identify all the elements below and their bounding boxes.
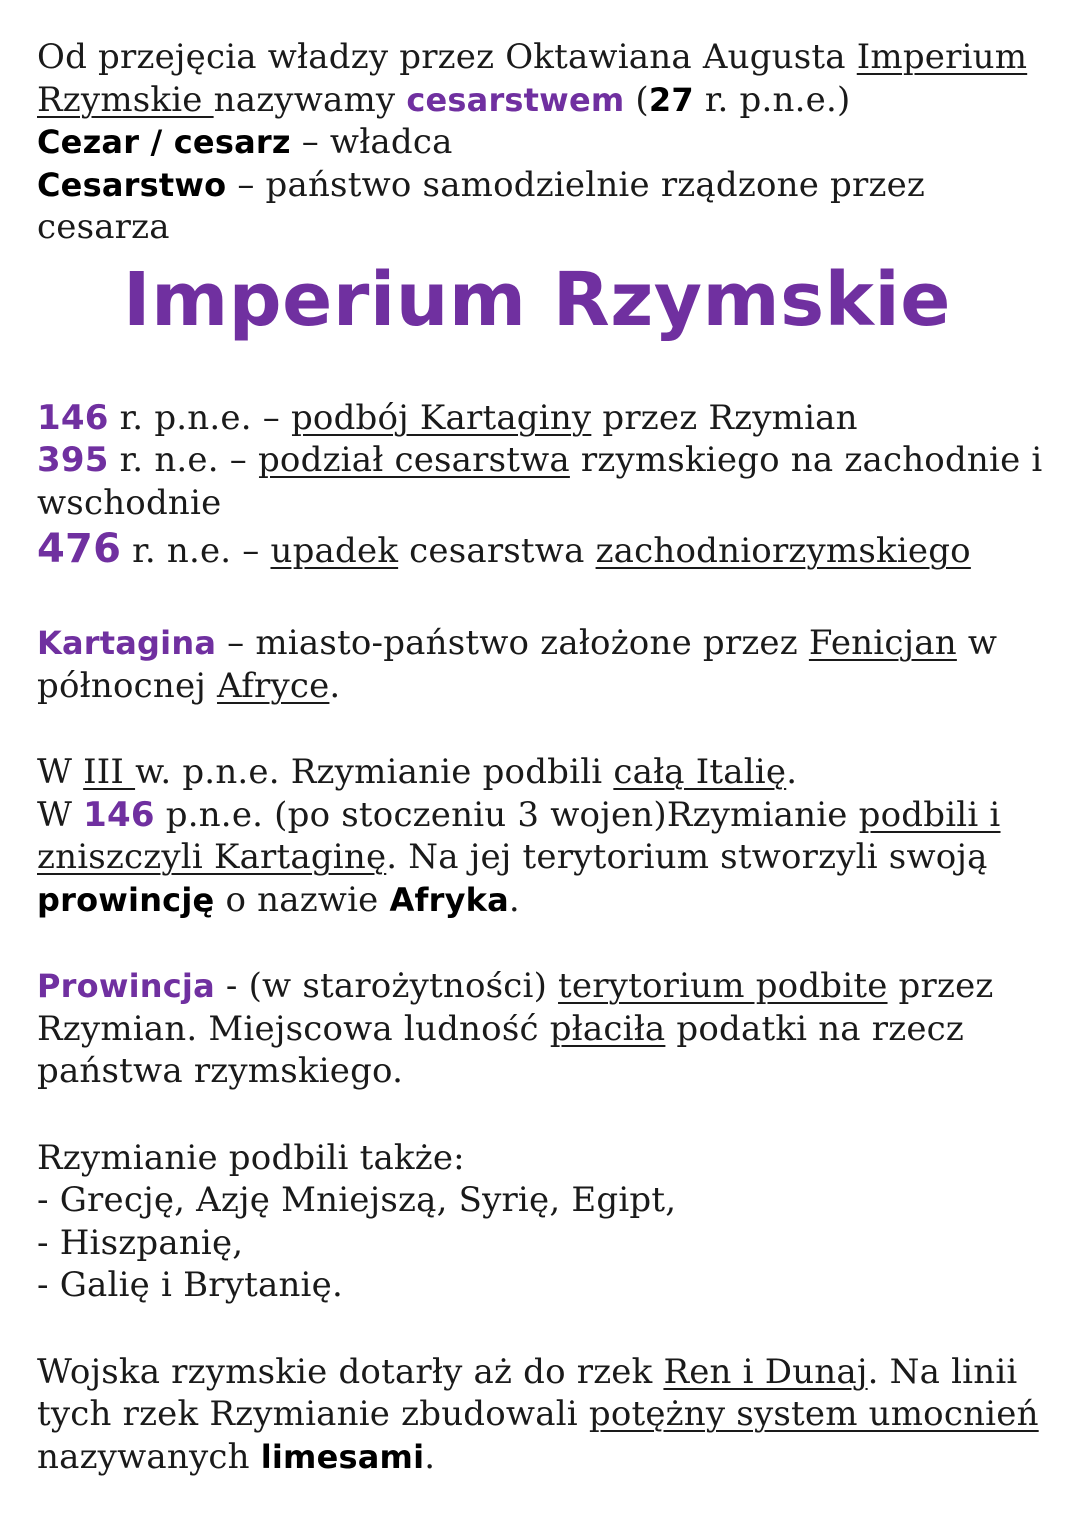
year-27: 27: [648, 80, 694, 119]
note-page: [37, 36, 1057, 1478]
spacer: [37, 921, 1057, 965]
list-item: - Galię i Brytanię.: [37, 1265, 343, 1305]
page-title: Imperium Rzymskie: [123, 256, 951, 343]
prowincje-term: prowincję: [37, 880, 215, 919]
spacer: [37, 1093, 1057, 1137]
timeline-year: 146: [37, 397, 109, 438]
conquest-paragraph-2: W 146 p.n.e. (po stoczeniu 3 wojen)Rzymianie podbili i zniszczyli Kartaginę. Na jej terytorium stworzyli swoją prowincję o nazwie Afryka.: [37, 794, 1001, 920]
afryka-term: Afryka: [389, 880, 509, 919]
limes-paragraph: Wojska rzymskie dotarły aż do rzek Ren i Dunaj. Na linii tych rzek Rzymianie zbudowali potężny system umocnień nazywanych limesami.: [37, 1351, 1039, 1477]
conquest-paragraph: W III w. p.n.e. Rzymianie podbili całą Italię.: [37, 752, 798, 792]
cesarstwo-term: Cesarstwo: [37, 165, 227, 204]
timeline-item: 476 r. n.e. – upadek cesarstwa zachodniorzymskiego: [37, 526, 971, 572]
cesarstwo-definition: Cesarstwo – państwo samodzielnie rządzone przez cesarza: [37, 164, 926, 247]
intro-paragraph: Od przejęcia władzy przez Oktawiana Augusta Imperium Rzymskie nazywamy cesarstwem (27 r. p.n.e.): [37, 37, 1028, 120]
spacer: [37, 345, 1057, 397]
kartagina-term: Kartagina: [37, 624, 217, 662]
spacer: [37, 1307, 1057, 1351]
imperium-underline: Imperium Rzymskie: [37, 37, 1028, 120]
cesarstwem-term: cesarstwem: [406, 80, 625, 119]
prowincja-term: Prowincja: [37, 967, 215, 1005]
also-heading: Rzymianie podbili także:: [37, 1137, 465, 1178]
cezar-term: Cezar / cesarz: [37, 123, 291, 161]
list-item: - Hiszpanię,: [37, 1222, 244, 1263]
timeline-year: 476: [37, 526, 122, 572]
list-item: - Grecję, Azję Mniejszą, Syrię, Egipt,: [37, 1180, 677, 1220]
kartagina-definition: Kartagina – miasto-państwo założone przez Fenicjan w północnej Afryce.: [37, 623, 998, 706]
spacer: [37, 707, 1057, 751]
timeline-item: 146 r. p.n.e. – podbój Kartaginy przez Rzymian: [37, 397, 858, 438]
timeline-item: 395 r. n.e. – podział cesarstwa rzymskiego na zachodnie i wschodnie: [37, 440, 1043, 523]
spacer: [37, 576, 1057, 622]
limesami-term: limesami: [260, 1437, 425, 1476]
timeline-year: 395: [37, 440, 109, 480]
cezar-definition: Cezar / cesarz – władca: [37, 122, 453, 162]
prowincja-definition: Prowincja - (w starożytności) terytorium podbite przez Rzymian. Miejscowa ludność płaciła podatki na rzecz państwa rzymskiego.: [37, 966, 994, 1091]
year-146: 146: [83, 794, 155, 835]
